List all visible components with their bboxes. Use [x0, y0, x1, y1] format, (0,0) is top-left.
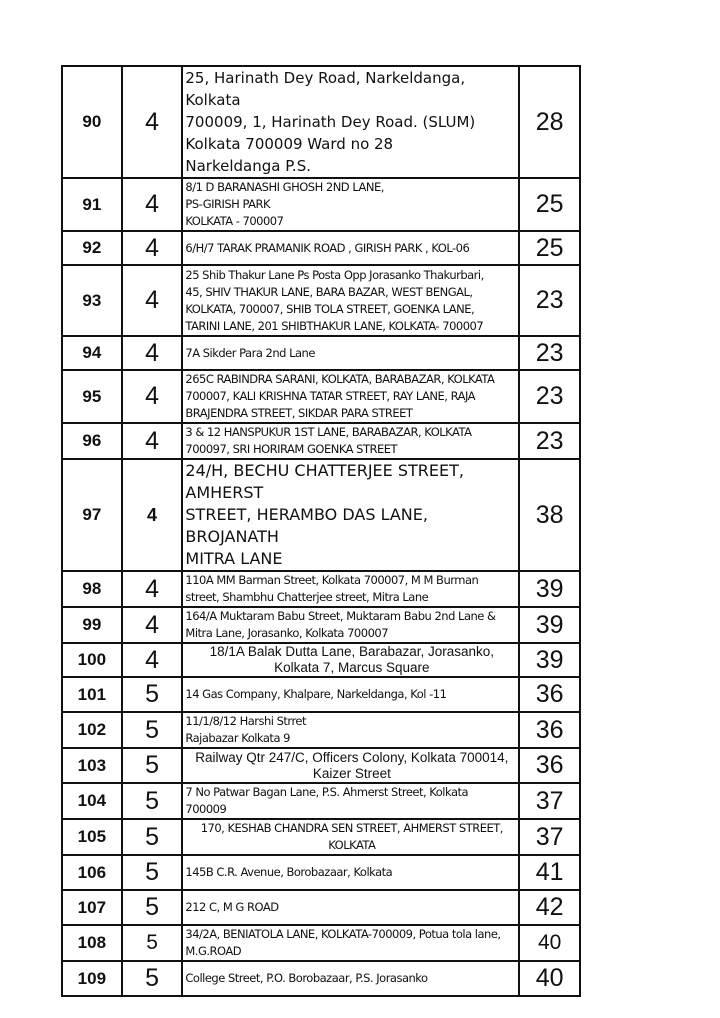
address-cell: 14 Gas Company, Khalpare, Narkeldanga, Kol -11	[182, 677, 519, 712]
table-row	[62, 66, 580, 178]
ward-number: 23	[519, 370, 580, 423]
ward-number: 40	[519, 961, 580, 996]
borough-number: 5	[122, 961, 183, 996]
serial-number: 105	[62, 819, 122, 855]
address-cell: 11/1/8/12 Harshi Strret Rajabazar Kolkata 9	[182, 712, 519, 748]
ward-number: 23	[519, 265, 580, 336]
ward-number: 23	[519, 423, 580, 459]
serial-number: 104	[62, 783, 122, 819]
ward-number: 39	[519, 607, 580, 643]
address-cell: 110A MM Barman Street, Kolkata 700007, M M Burman street, Shambhu Chatterjee street, Mitra Lane	[182, 571, 519, 607]
address-cell: 3 & 12 HANSPUKUR 1ST LANE, BARABAZAR, KOLKATA 700097, SRI HORIRAM GOENKA STREET	[182, 423, 519, 459]
borough-number: 4	[122, 231, 183, 265]
address-cell: College Street, P.O. Borobazaar, P.S. Jorasanko	[182, 961, 519, 996]
table-row	[62, 265, 580, 336]
borough-number: 4	[122, 178, 183, 231]
borough-number: 5	[122, 855, 183, 890]
table-row	[62, 336, 580, 370]
table-row	[62, 925, 580, 961]
table-row	[62, 819, 580, 855]
ward-number: 36	[519, 712, 580, 748]
borough-number: 5	[122, 890, 183, 925]
address-cell: 24/H, BECHU CHATTERJEE STREET, AMHERST STREET, HERAMBO DAS LANE, BROJANATH MITRA LANE	[182, 459, 519, 571]
ward-number: 23	[519, 336, 580, 370]
ward-number: 36	[519, 748, 580, 783]
table-row	[62, 459, 580, 571]
address-table	[61, 65, 581, 997]
ward-number: 39	[519, 571, 580, 607]
ward-number: 28	[519, 66, 580, 178]
borough-number: 5	[122, 783, 183, 819]
borough-number: 4	[122, 459, 183, 571]
ward-number: 40	[519, 925, 580, 961]
table-row	[62, 748, 580, 783]
ward-number: 37	[519, 819, 580, 855]
ward-number: 37	[519, 783, 580, 819]
serial-number: 97	[62, 459, 122, 571]
ward-number: 39	[519, 643, 580, 677]
address-cell: 164/A Muktaram Babu Street, Muktaram Babu 2nd Lane & Mitra Lane, Jorasanko, Kolkata 700007	[182, 607, 519, 643]
ward-number: 42	[519, 890, 580, 925]
borough-number: 4	[122, 336, 183, 370]
table-row	[62, 855, 580, 890]
ward-number: 41	[519, 855, 580, 890]
address-cell: Railway Qtr 247/C, Officers Colony, Kolkata 700014, Kaizer Street	[182, 748, 519, 783]
ward-number: 25	[519, 178, 580, 231]
address-cell: 25, Harinath Dey Road, Narkeldanga, Kolkata 700009, 1, Harinath Dey Road. (SLUM) Kolkata 700009 Ward no 28 Narkeldanga P.S.	[182, 66, 519, 178]
serial-number: 106	[62, 855, 122, 890]
address-cell: 34/2A, BENIATOLA LANE, KOLKATA-700009, Potua tola lane, M.G.ROAD	[182, 925, 519, 961]
table-row	[62, 783, 580, 819]
table-row	[62, 677, 580, 712]
table-row	[62, 712, 580, 748]
serial-number: 91	[62, 178, 122, 231]
table-row	[62, 961, 580, 996]
ward-number: 38	[519, 459, 580, 571]
serial-number: 90	[62, 66, 122, 178]
serial-number: 93	[62, 265, 122, 336]
borough-number: 4	[122, 643, 183, 677]
address-cell: 6/H/7 TARAK PRAMANIK ROAD , GIRISH PARK , KOL-06	[182, 231, 519, 265]
serial-number: 108	[62, 925, 122, 961]
table-row	[62, 643, 580, 677]
serial-number: 92	[62, 231, 122, 265]
address-cell: 212 C, M G ROAD	[182, 890, 519, 925]
serial-number: 99	[62, 607, 122, 643]
serial-number: 95	[62, 370, 122, 423]
address-cell: 7A Sikder Para 2nd Lane	[182, 336, 519, 370]
table-row	[62, 231, 580, 265]
serial-number: 102	[62, 712, 122, 748]
table-row	[62, 890, 580, 925]
table-row	[62, 178, 580, 231]
serial-number: 96	[62, 423, 122, 459]
address-cell: 170, KESHAB CHANDRA SEN STREET, AHMERST STREET, KOLKATA	[182, 819, 519, 855]
serial-number: 107	[62, 890, 122, 925]
table-row	[62, 423, 580, 459]
table-row	[62, 571, 580, 607]
table-row	[62, 607, 580, 643]
address-cell: 265C RABINDRA SARANI, KOLKATA, BARABAZAR, KOLKATA 700007, KALI KRISHNA TATAR STREET, RAY LANE, RAJA BRAJENDRA STREET, SIKDAR PARA STREET	[182, 370, 519, 423]
borough-number: 4	[122, 607, 183, 643]
serial-number: 101	[62, 677, 122, 712]
table-row	[62, 370, 580, 423]
borough-number: 4	[122, 571, 183, 607]
borough-number: 4	[122, 66, 183, 178]
serial-number: 98	[62, 571, 122, 607]
borough-number: 5	[122, 677, 183, 712]
address-cell: 7 No Patwar Bagan Lane, P.S. Ahmerst Street, Kolkata 700009	[182, 783, 519, 819]
borough-number: 5	[122, 712, 183, 748]
borough-number: 5	[122, 748, 183, 783]
borough-number: 4	[122, 265, 183, 336]
address-cell: 145B C.R. Avenue, Borobazaar, Kolkata	[182, 855, 519, 890]
ward-number: 25	[519, 231, 580, 265]
ward-number: 36	[519, 677, 580, 712]
address-cell: 18/1A Balak Dutta Lane, Barabazar, Jorasanko, Kolkata 7, Marcus Square	[182, 643, 519, 677]
serial-number: 100	[62, 643, 122, 677]
borough-number: 5	[122, 819, 183, 855]
borough-number: 4	[122, 423, 183, 459]
serial-number: 94	[62, 336, 122, 370]
borough-number: 4	[122, 370, 183, 423]
serial-number: 109	[62, 961, 122, 996]
address-cell: 8/1 D BARANASHI GHOSH 2ND LANE, PS-GIRISH PARK KOLKATA - 700007	[182, 178, 519, 231]
borough-number: 5	[122, 925, 183, 961]
serial-number: 103	[62, 748, 122, 783]
address-cell: 25 Shib Thakur Lane Ps Posta Opp Jorasanko Thakurbari, 45, SHIV THAKUR LANE, BARA BAZAR, WEST BENGAL, KOLKATA, 700007, SHIB TOLA STREET, GOENKA LANE, TARINI LANE, 201 SHIBTHAKUR LANE, KOLKATA- 700007	[182, 265, 519, 336]
